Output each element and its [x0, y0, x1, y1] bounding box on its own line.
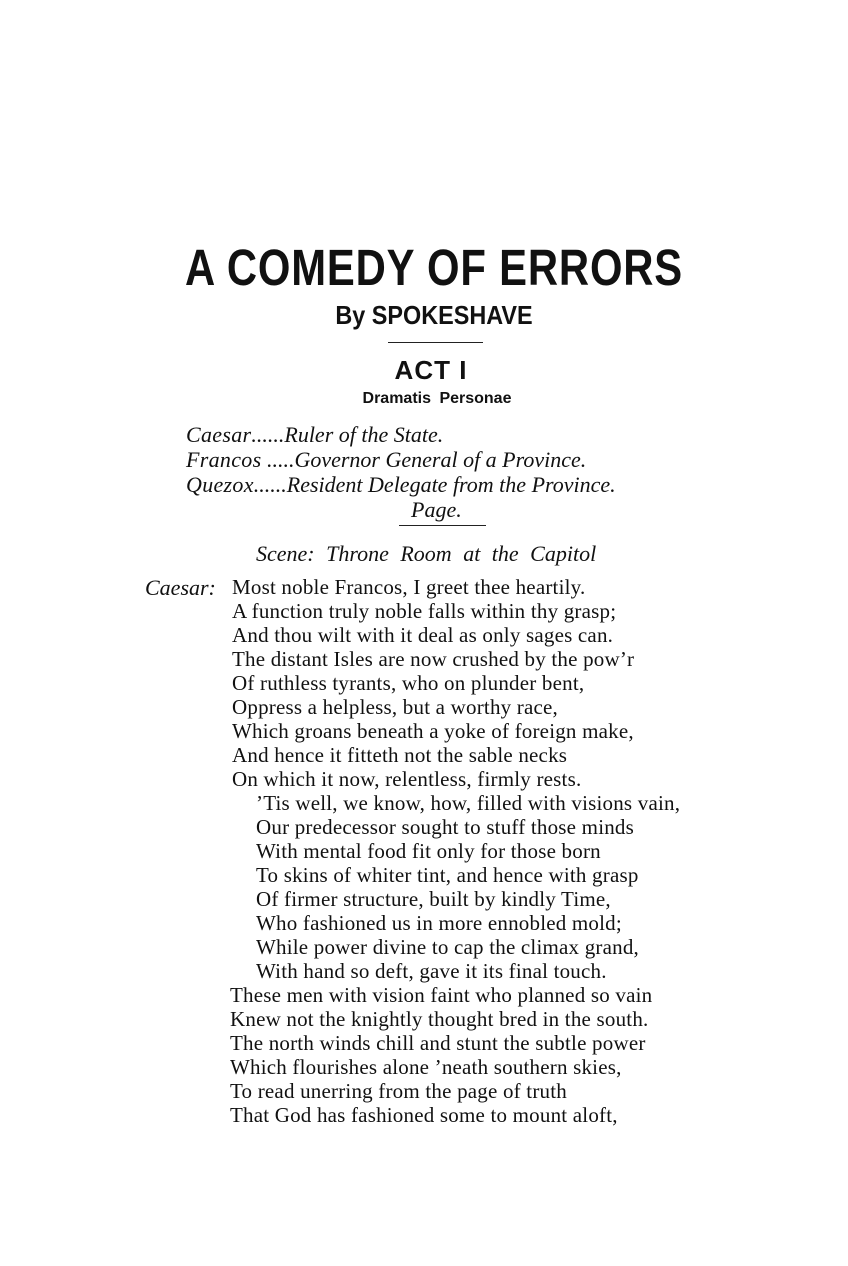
verse-line: A function truly noble falls within thy grasp; [232, 599, 617, 623]
verse-line: These men with vision faint who planned so vain [230, 983, 653, 1007]
persona-francos [186, 449, 586, 471]
persona-dots: ...... [253, 472, 287, 497]
verse-line: On which it now, relentless, firmly rests. [232, 767, 582, 791]
verse-line: Who fashioned us in more ennobled mold; [256, 911, 622, 935]
play-title: A COMEDY OF ERRORS [184, 239, 684, 296]
persona-role: Ruler of the State. [284, 422, 444, 447]
verse-line: ’Tis well, we know, how, filled with visions vain, [256, 791, 681, 815]
verse-line: And hence it fitteth not the sable necks [232, 743, 568, 767]
persona-dots: ...... [251, 422, 285, 447]
persona-quezox [186, 474, 616, 496]
verse-line: Which flourishes alone ’neath southern skies, [230, 1055, 622, 1079]
divider-rule [388, 342, 483, 343]
verse-line: The north winds chill and stunt the subtle power [230, 1031, 646, 1055]
persona-dots: ..... [261, 447, 295, 472]
verse-line: Of ruthless tyrants, who on plunder bent, [232, 671, 585, 695]
verse-line: The distant Isles are now crushed by the pow’r [232, 647, 635, 671]
verse-line: With hand so deft, gave it its final touch. [256, 959, 607, 983]
verse-line: Knew not the knightly thought bred in the south. [230, 1007, 649, 1031]
verse-line: To skins of whiter tint, and hence with grasp [256, 863, 639, 887]
persona-page: Page. [411, 497, 462, 522]
dramatis-personae-heading: Dramatis Personae [362, 390, 512, 407]
speaker-label: Caesar: [145, 575, 216, 600]
byline: By SPOKESHAVE [335, 300, 533, 330]
act-heading: ACT I [394, 355, 468, 385]
verse-line: And thou wilt with it deal as only sages can. [232, 623, 614, 647]
verse-line: While power divine to cap the climax grand, [256, 935, 639, 959]
persona-role: Governor General of a Province. [294, 447, 587, 472]
persona-caesar [186, 424, 443, 446]
verse-line: That God has fashioned some to mount aloft, [230, 1103, 618, 1127]
verse-line: Oppress a helpless, but a worthy race, [232, 695, 559, 719]
verse-line: Our predecessor sought to stuff those minds [256, 815, 634, 839]
persona-name: Caesar [186, 422, 252, 447]
divider-rule [399, 525, 486, 526]
persona-name: Francos [186, 447, 262, 472]
verse-line: Most noble Francos, I greet thee heartily. [232, 575, 586, 599]
scene-heading: Scene: Throne Room at the Capitol [256, 541, 597, 566]
verse-line: Of firmer structure, built by kindly Time, [256, 887, 611, 911]
verse-line: With mental food fit only for those born [256, 839, 601, 863]
persona-name: Quezox [186, 472, 254, 497]
verse-line: Which groans beneath a yoke of foreign make, [232, 719, 634, 743]
verse-line: To read unerring from the page of truth [230, 1079, 567, 1103]
persona-role: Resident Delegate from the Province. [286, 472, 616, 497]
